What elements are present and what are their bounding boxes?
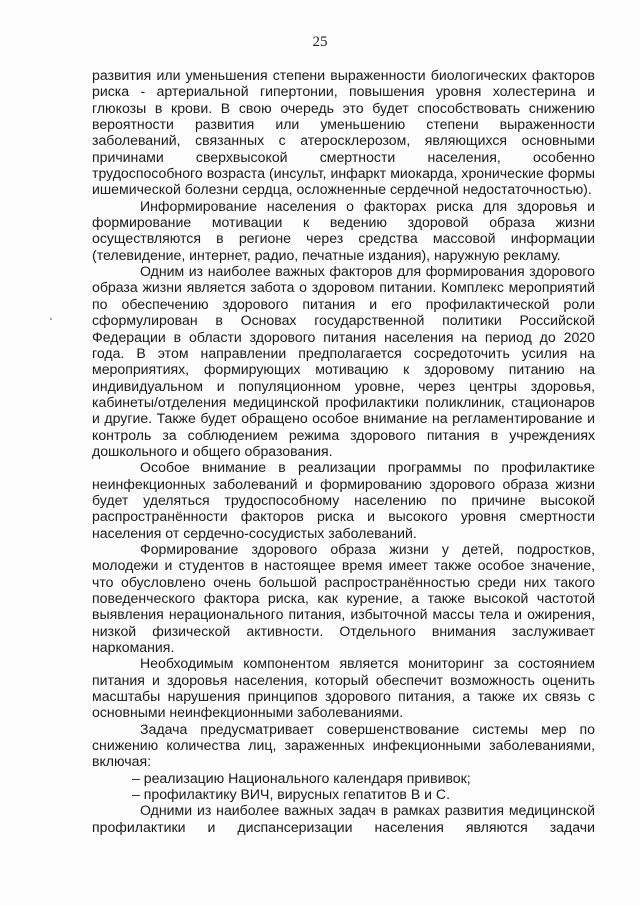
paragraph-prevention-tasks: Одними из наиболее важных задач в рамках развития медицинской профилактики и диспансеризации населения являются задачи [92, 802, 595, 835]
list-item-vaccination: – реализацию Национального календаря прививок; [132, 769, 471, 786]
scan-speck [50, 318, 52, 320]
paragraph-youth-lifestyle: Формирование здорового образа жизни у детей, подростков, молодежи и студентов в настоящее время имеет также особое значение, что обусловлено очень большой распространённостью среди них такого поведенческого фактора риска, как курение, а также высокой частотой выявления нерационального питания, избыточной массы тела и ожирения, низкой физической активности. Отдельного внимания заслуживает наркомания. [92, 540, 595, 656]
paragraph-risk-information: Информирование населения о факторах риска для здоровья и формирование мотивации к ведению здоровой образа жизни осуществляются в регионе через средства массовой информации (телевидение, интернет, радио, печатные издания), наружную рекламу. [92, 197, 595, 263]
paragraph-continuation: развития или уменьшения степени выраженности биологических факторов риска - артериальной гипертонии, повышения уровня холестерина и глюкозы в крови. В свою очередь это будет способствовать снижению вероятности развития или уменьшению степени выраженности заболеваний, связанных с атеросклерозом, являющихся основными причинами сверхвысокой смертности населения, особенно трудоспособного возраста (инсульт, инфаркт миокарда, хронические формы ишемической болезни сердца, осложненные сердечной недостаточностью). [92, 67, 595, 198]
paragraph-infection-task: Задача предусматривает совершенствование системы мер по снижению количества лиц, зараженных инфекционными заболеваниями, включая: [92, 720, 595, 770]
list-item-hiv-hepatitis: – профилактику ВИЧ, вирусных гепатитов В и С. [132, 786, 451, 803]
page-number: 25 [312, 34, 328, 50]
paragraph-working-population: Особое внимание в реализации программы по профилактике неинфекционных заболеваний и формированию здорового образа жизни будет уделяться трудоспособному населению по причине высокой распространённости факторов риска и высокого уровня смертности населения от сердечно-сосудистых заболеваний. [92, 459, 595, 541]
paragraph-healthy-nutrition: Одним из наиболее важных факторов для формирования здорового образа жизни является забота о здоровом питании. Комплекс мероприятий по обеспечению здорового питания и его профилактической роли сформулирован в Основах государственной политики Российской Федерации в области здорового питания населения на период до 2020 года. В этом направлении предполагается сосредоточить усилия на мероприятиях, формирующих мотивацию к здоровому питанию на индивидуальном и популяционном уровне, через центры здоровья, кабинеты/отделения медицинской профилактики поликлиник, стационаров и другие. Также будет обращено особое внимание на регламентирование и контроль за соблюдением режима здорового питания в учреждениях дошкольного и общего образования. [92, 263, 595, 459]
document-body [92, 67, 595, 835]
paragraph-monitoring: Необходимым компонентом является мониторинг за состоянием питания и здоровья населения, который обеспечит возможность оценить масштабы нарушения принципов здорового питания, а также их связь с основными неинфекционными заболеваниями. [92, 655, 595, 721]
